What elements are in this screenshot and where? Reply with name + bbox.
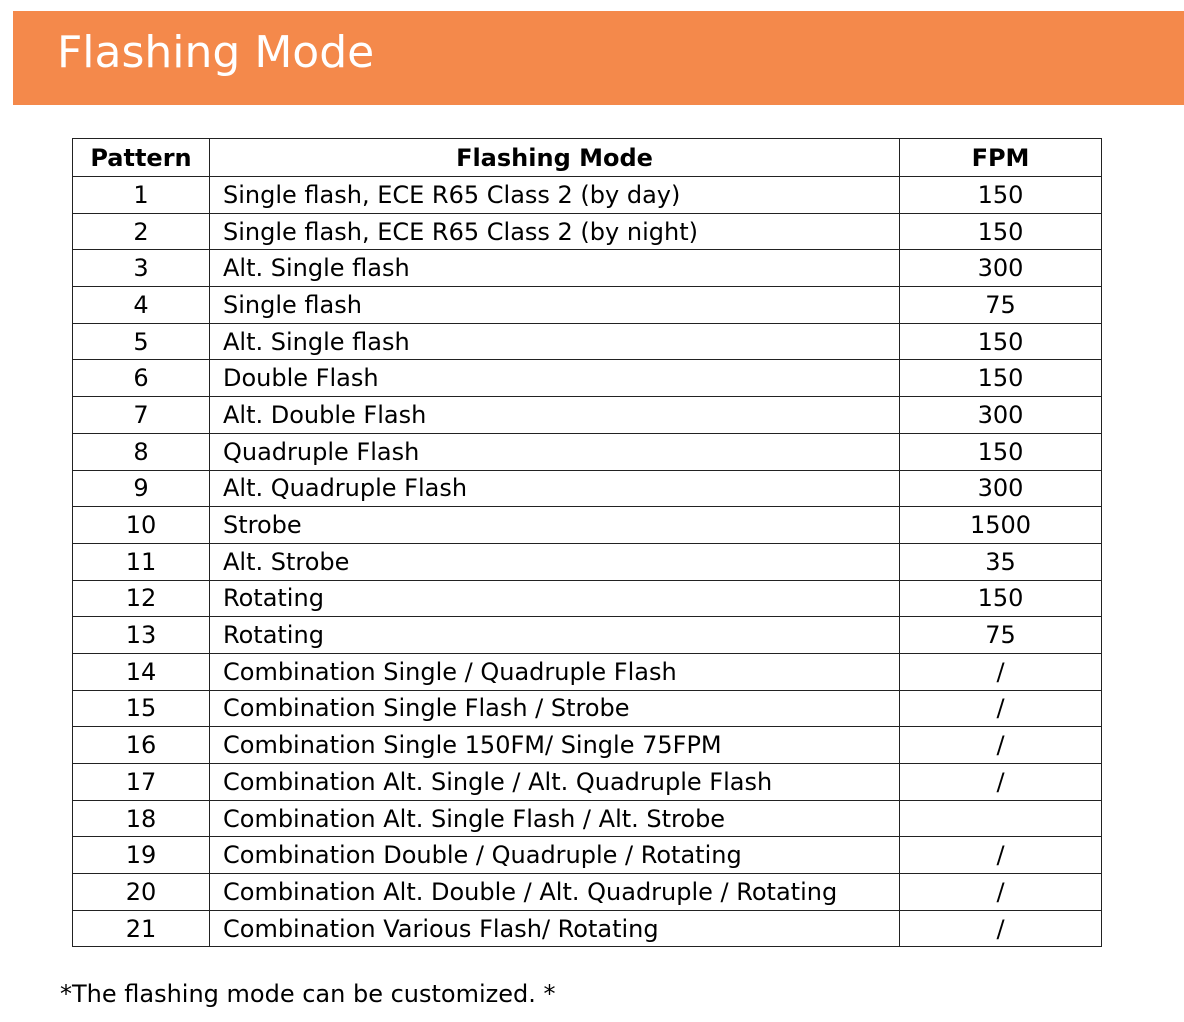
table-row <box>73 177 1102 214</box>
mode-cell: Combination Alt. Double / Alt. Quadruple / Rotating <box>210 874 900 911</box>
mode-cell: Combination Various Flash/ Rotating <box>210 910 900 947</box>
mode-cell: Combination Alt. Single Flash / Alt. Strobe <box>210 800 900 837</box>
fpm-cell: 35 <box>900 543 1102 580</box>
column-header-pattern: Pattern <box>73 139 210 177</box>
fpm-cell: 150 <box>900 433 1102 470</box>
table-row <box>73 690 1102 727</box>
fpm-cell: 150 <box>900 213 1102 250</box>
table-row <box>73 653 1102 690</box>
fpm-cell: 75 <box>900 617 1102 654</box>
fpm-cell: / <box>900 837 1102 874</box>
fpm-cell: / <box>900 690 1102 727</box>
mode-cell: Combination Single / Quadruple Flash <box>210 653 900 690</box>
fpm-cell: / <box>900 874 1102 911</box>
fpm-cell: / <box>900 653 1102 690</box>
table-row <box>73 397 1102 434</box>
mode-cell: Single flash, ECE R65 Class 2 (by day) <box>210 177 900 214</box>
pattern-cell: 7 <box>73 397 210 434</box>
table-row <box>73 287 1102 324</box>
pattern-cell: 6 <box>73 360 210 397</box>
pattern-cell: 3 <box>73 250 210 287</box>
table-row <box>73 837 1102 874</box>
table-row <box>73 910 1102 947</box>
table-row <box>73 543 1102 580</box>
flashing-mode-table <box>72 138 1102 947</box>
mode-cell: Alt. Single flash <box>210 250 900 287</box>
column-header-flashing-mode: Flashing Mode <box>210 139 900 177</box>
mode-cell: Combination Alt. Single / Alt. Quadruple Flash <box>210 764 900 801</box>
table-header-row <box>73 139 1102 177</box>
mode-cell: Combination Single Flash / Strobe <box>210 690 900 727</box>
pattern-cell: 11 <box>73 543 210 580</box>
pattern-cell: 15 <box>73 690 210 727</box>
pattern-cell: 9 <box>73 470 210 507</box>
title-banner <box>13 11 1184 105</box>
mode-cell: Combination Double / Quadruple / Rotating <box>210 837 900 874</box>
mode-cell: Quadruple Flash <box>210 433 900 470</box>
pattern-cell: 17 <box>73 764 210 801</box>
table-row <box>73 433 1102 470</box>
mode-cell: Combination Single 150FM/ Single 75FPM <box>210 727 900 764</box>
mode-cell: Alt. Double Flash <box>210 397 900 434</box>
pattern-cell: 8 <box>73 433 210 470</box>
mode-cell: Alt. Quadruple Flash <box>210 470 900 507</box>
fpm-cell: / <box>900 764 1102 801</box>
mode-cell: Strobe <box>210 507 900 544</box>
pattern-cell: 21 <box>73 910 210 947</box>
table-row <box>73 727 1102 764</box>
table-row <box>73 874 1102 911</box>
column-header-fpm: FPM <box>900 139 1102 177</box>
table-row <box>73 800 1102 837</box>
pattern-cell: 1 <box>73 177 210 214</box>
fpm-cell: 300 <box>900 470 1102 507</box>
mode-cell: Rotating <box>210 580 900 617</box>
pattern-cell: 12 <box>73 580 210 617</box>
table-row <box>73 617 1102 654</box>
fpm-cell: 1500 <box>900 507 1102 544</box>
table-row <box>73 507 1102 544</box>
fpm-cell <box>900 800 1102 837</box>
table-row <box>73 323 1102 360</box>
pattern-cell: 14 <box>73 653 210 690</box>
pattern-cell: 13 <box>73 617 210 654</box>
table-row <box>73 360 1102 397</box>
fpm-cell: 150 <box>900 360 1102 397</box>
fpm-cell: 300 <box>900 250 1102 287</box>
table-row <box>73 470 1102 507</box>
pattern-cell: 10 <box>73 507 210 544</box>
fpm-cell: 300 <box>900 397 1102 434</box>
footnote: *The flashing mode can be customized. * <box>60 980 556 1008</box>
mode-cell: Double Flash <box>210 360 900 397</box>
fpm-cell: / <box>900 910 1102 947</box>
page-title: Flashing Mode <box>57 27 375 78</box>
table-row <box>73 250 1102 287</box>
fpm-cell: 150 <box>900 177 1102 214</box>
fpm-cell: 75 <box>900 287 1102 324</box>
table-row <box>73 580 1102 617</box>
fpm-cell: / <box>900 727 1102 764</box>
pattern-cell: 16 <box>73 727 210 764</box>
mode-cell: Rotating <box>210 617 900 654</box>
fpm-cell: 150 <box>900 580 1102 617</box>
mode-cell: Single flash <box>210 287 900 324</box>
fpm-cell: 150 <box>900 323 1102 360</box>
mode-cell: Single flash, ECE R65 Class 2 (by night) <box>210 213 900 250</box>
mode-cell: Alt. Single flash <box>210 323 900 360</box>
pattern-cell: 19 <box>73 837 210 874</box>
pattern-cell: 2 <box>73 213 210 250</box>
pattern-cell: 18 <box>73 800 210 837</box>
mode-cell: Alt. Strobe <box>210 543 900 580</box>
table-row <box>73 764 1102 801</box>
pattern-cell: 5 <box>73 323 210 360</box>
pattern-cell: 20 <box>73 874 210 911</box>
pattern-cell: 4 <box>73 287 210 324</box>
table-row <box>73 213 1102 250</box>
